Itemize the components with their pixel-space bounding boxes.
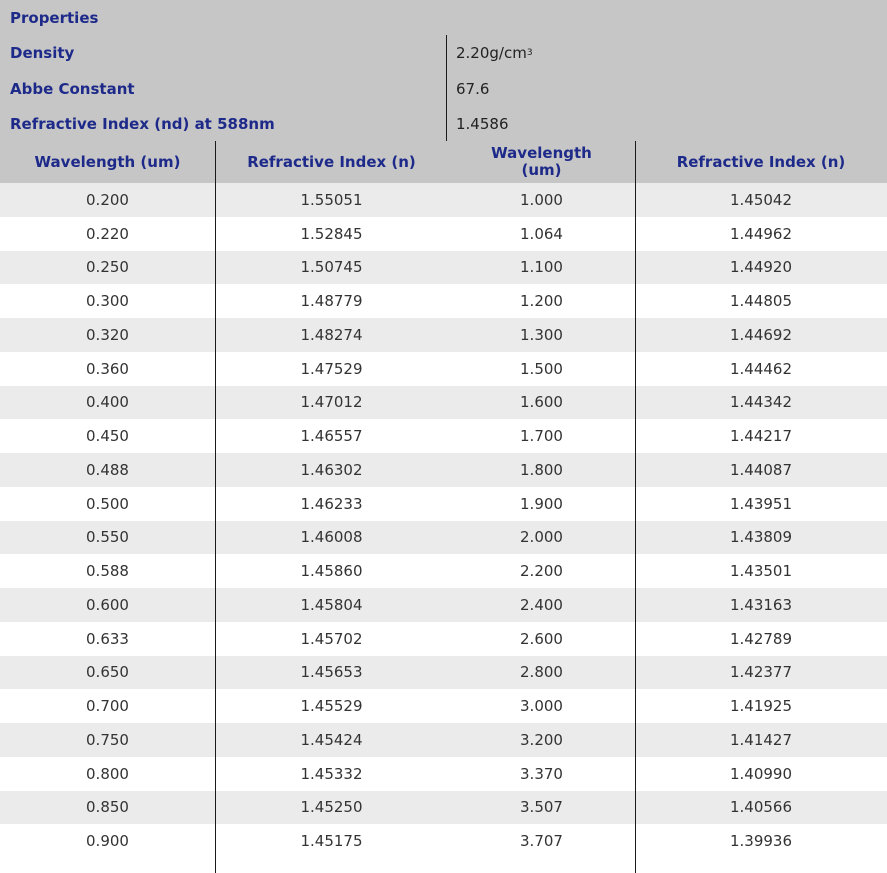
property-row-abbe bbox=[0, 71, 887, 107]
table-cell: 2.000 bbox=[520, 528, 563, 547]
table-row bbox=[0, 622, 887, 656]
table-cell: 1.45424 bbox=[300, 730, 363, 749]
table-cell: 1.44805 bbox=[729, 292, 793, 311]
table-row bbox=[0, 487, 887, 521]
table-cell: 1.43809 bbox=[729, 528, 793, 547]
table-cell: 3.370 bbox=[520, 764, 563, 783]
table-cell: 0.550 bbox=[86, 528, 129, 547]
column-header: Wavelength (um) bbox=[491, 144, 592, 179]
table-cell: 1.42377 bbox=[729, 663, 793, 682]
table-row bbox=[0, 318, 887, 352]
table-cell: 0.450 bbox=[86, 427, 129, 446]
table-cell: 0.300 bbox=[86, 292, 129, 311]
table-cell: 1.40990 bbox=[729, 764, 793, 783]
table-row bbox=[0, 824, 887, 858]
properties-title: Properties bbox=[10, 8, 99, 27]
table-cell: 1.45250 bbox=[300, 798, 363, 817]
property-value: 67.6 bbox=[446, 71, 887, 107]
table-cell: 1.44962 bbox=[729, 224, 793, 243]
table-cell: 1.064 bbox=[520, 224, 563, 243]
table-cell: 1.44920 bbox=[729, 258, 793, 277]
table-row bbox=[0, 453, 887, 487]
table-cell: 0.588 bbox=[86, 562, 129, 581]
table-cell: 1.41925 bbox=[729, 697, 793, 716]
table-cell: 1.600 bbox=[520, 393, 563, 412]
table-row bbox=[0, 791, 887, 825]
table-cell: 1.46302 bbox=[300, 460, 363, 479]
table-cell: 3.000 bbox=[520, 697, 563, 716]
table-row bbox=[0, 217, 887, 251]
table-cell: 3.507 bbox=[520, 798, 563, 817]
property-value-text: 2.20g/cm bbox=[456, 44, 527, 62]
table-cell: 0.600 bbox=[86, 595, 129, 614]
column-divider bbox=[446, 35, 447, 141]
table-cell: 1.46557 bbox=[300, 427, 363, 446]
table-cell: 1.45860 bbox=[300, 562, 363, 581]
table-cell: 1.39936 bbox=[729, 832, 793, 851]
table-cell: 0.220 bbox=[86, 224, 129, 243]
table-cell: 1.45702 bbox=[300, 629, 363, 648]
table-cell: 1.800 bbox=[520, 460, 563, 479]
table-cell: 1.44087 bbox=[729, 460, 793, 479]
table-cell: 1.44217 bbox=[729, 427, 793, 446]
table-cell: 0.900 bbox=[86, 832, 129, 851]
table-row bbox=[0, 554, 887, 588]
table-cell: 1.45529 bbox=[300, 697, 363, 716]
table-cell: 1.46008 bbox=[300, 528, 363, 547]
table-cell: 1.52845 bbox=[300, 224, 363, 243]
table-cell: 0.750 bbox=[86, 730, 129, 749]
table-cell: 1.45653 bbox=[300, 663, 363, 682]
table-cell: 1.55051 bbox=[300, 190, 363, 209]
table-cell: 1.48274 bbox=[300, 325, 363, 344]
table-row bbox=[0, 588, 887, 622]
property-value: 1.4586 bbox=[446, 107, 887, 141]
table-cell: 0.650 bbox=[86, 663, 129, 682]
table-cell: 1.47529 bbox=[300, 359, 363, 378]
property-row-refractive-index bbox=[0, 107, 887, 141]
table-row bbox=[0, 352, 887, 386]
table-cell: 1.45175 bbox=[300, 832, 363, 851]
table-cell: 1.41427 bbox=[729, 730, 793, 749]
property-value: 2.20g/cm 3 bbox=[446, 35, 887, 71]
table-cell: 1.44692 bbox=[729, 325, 793, 344]
table-row bbox=[0, 183, 887, 217]
property-label: Density bbox=[10, 44, 75, 62]
property-label: Abbe Constant bbox=[10, 80, 135, 98]
table-cell: 1.43163 bbox=[729, 595, 793, 614]
table-cell: 2.200 bbox=[520, 562, 563, 581]
table-row bbox=[0, 656, 887, 690]
table-cell: 1.44462 bbox=[729, 359, 793, 378]
table-cell: 1.100 bbox=[520, 258, 563, 277]
table-cell: 1.47012 bbox=[300, 393, 363, 412]
table-cell: 0.250 bbox=[86, 258, 129, 277]
table-row bbox=[0, 386, 887, 420]
table-cell: 1.40566 bbox=[729, 798, 793, 817]
table-cell: 1.45042 bbox=[729, 190, 793, 209]
table-cell: 0.400 bbox=[86, 393, 129, 412]
table-cell: 0.488 bbox=[86, 460, 129, 479]
table-cell: 1.900 bbox=[520, 494, 563, 513]
column-header: Refractive Index (n) bbox=[247, 152, 416, 171]
table-cell: 0.500 bbox=[86, 494, 129, 513]
column-header-row bbox=[0, 141, 887, 183]
table-cell: 0.200 bbox=[86, 190, 129, 209]
table-cell: 1.45332 bbox=[300, 764, 363, 783]
table-cell: 2.800 bbox=[520, 663, 563, 682]
table-cell: 3.707 bbox=[520, 832, 563, 851]
table-cell: 2.600 bbox=[520, 629, 563, 648]
table-cell: 1.200 bbox=[520, 292, 563, 311]
table-row bbox=[0, 419, 887, 453]
table-cell: 1.43951 bbox=[729, 494, 793, 513]
table-row bbox=[0, 251, 887, 285]
table-cell: 0.320 bbox=[86, 325, 129, 344]
table-cell: 1.000 bbox=[520, 190, 563, 209]
column-divider bbox=[215, 141, 216, 873]
column-header: Wavelength (um) bbox=[34, 152, 181, 171]
table-cell: 1.48779 bbox=[300, 292, 363, 311]
column-header: Refractive Index (n) bbox=[676, 152, 846, 171]
table-cell: 1.500 bbox=[520, 359, 563, 378]
column-divider bbox=[635, 141, 636, 873]
table-cell: 1.42789 bbox=[729, 629, 793, 648]
table-cell: 0.850 bbox=[86, 798, 129, 817]
table-cell: 1.300 bbox=[520, 325, 563, 344]
table-cell: 1.700 bbox=[520, 427, 563, 446]
table-cell: 0.800 bbox=[86, 764, 129, 783]
table-row bbox=[0, 757, 887, 791]
table-cell: 2.400 bbox=[520, 595, 563, 614]
table-cell: 0.633 bbox=[86, 629, 129, 648]
property-row-density bbox=[0, 35, 887, 71]
table-cell: 3.200 bbox=[520, 730, 563, 749]
data-rows bbox=[0, 183, 887, 858]
table-cell: 0.360 bbox=[86, 359, 129, 378]
property-label: Refractive Index (nd) at 588nm bbox=[10, 115, 275, 133]
table-row bbox=[0, 723, 887, 757]
table-cell: 1.44342 bbox=[729, 393, 793, 412]
table-row bbox=[0, 521, 887, 555]
table-cell: 1.43501 bbox=[729, 562, 793, 581]
table-row bbox=[0, 689, 887, 723]
table-cell: 1.46233 bbox=[300, 494, 363, 513]
table-cell: 0.700 bbox=[86, 697, 129, 716]
table-row bbox=[0, 284, 887, 318]
properties-title-row bbox=[0, 0, 887, 35]
table-cell: 1.50745 bbox=[300, 258, 363, 277]
table-cell: 1.45804 bbox=[300, 595, 363, 614]
